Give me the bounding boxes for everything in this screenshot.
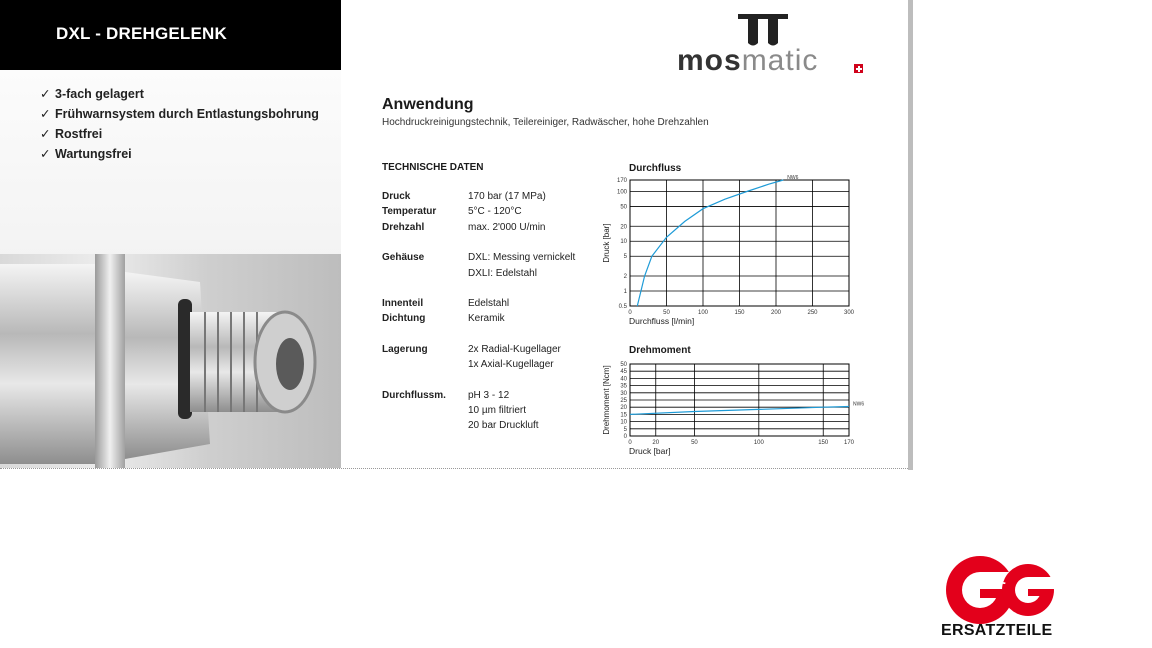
y-tick-label: 0 xyxy=(623,434,627,440)
y-tick-label: 45 xyxy=(620,369,627,376)
spec-value: DXL: Messing vernickelt xyxy=(468,252,576,263)
spec-label: Lagerung xyxy=(382,344,428,355)
y-tick-label: 2 xyxy=(623,274,627,281)
spec-value: DXLI: Edelstahl xyxy=(468,268,537,279)
spec-value: 20 bar Druckluft xyxy=(468,420,539,431)
y-tick-label: 50 xyxy=(620,362,627,368)
section-heading-anwendung: Anwendung xyxy=(382,96,474,113)
gg-logo-caption: ERSATZTEILE xyxy=(941,622,1053,639)
section-heading-tech: TECHNISCHE DATEN xyxy=(382,162,484,173)
y-tick-label: 10 xyxy=(620,419,627,426)
y-tick-label: 25 xyxy=(620,398,627,404)
sheet-edge xyxy=(908,0,913,470)
y-tick-label: 5 xyxy=(623,426,627,433)
x-tick-label: 20 xyxy=(652,440,660,446)
spec-value: 170 bar (17 MPa) xyxy=(468,191,546,202)
y-tick-label: 5 xyxy=(623,254,627,261)
y-tick-label: 1 xyxy=(623,289,627,296)
spec-label: Dichtung xyxy=(382,313,426,324)
page-title: DXL - DREHGELENK xyxy=(56,24,228,43)
spec-value: 1x Axial-Kugellager xyxy=(468,359,554,370)
x-tick-label: 0 xyxy=(628,440,632,446)
y-tick-label: 170 xyxy=(616,178,627,184)
mosmatic-logo: mosmatic xyxy=(677,44,819,77)
product-photo xyxy=(0,254,341,468)
x-tick-label: 300 xyxy=(843,310,855,316)
y-tick-label: 100 xyxy=(616,189,627,196)
spec-value: max. 2'000 U/min xyxy=(468,222,546,233)
spec-label: Druck xyxy=(382,191,411,202)
check-icon: ✓ xyxy=(40,107,51,121)
spec-label: Durchflussm. xyxy=(382,390,446,401)
y-tick-label: 10 xyxy=(620,239,627,246)
y-tick-label: 20 xyxy=(620,224,627,231)
right-panel xyxy=(341,0,908,468)
y-tick-label: 0.5 xyxy=(618,304,627,310)
y-tick-label: 15 xyxy=(620,412,627,419)
chart-drehmoment xyxy=(603,358,865,462)
spec-label: Drehzahl xyxy=(382,222,425,233)
y-tick-label: 20 xyxy=(620,405,627,412)
check-icon: ✓ xyxy=(40,87,51,101)
feature-item: ✓ Wartungsfrei xyxy=(40,144,319,164)
y-tick-label: 35 xyxy=(620,383,627,390)
series-label: NW6 xyxy=(787,175,799,181)
mosmatic-logo-icon xyxy=(738,12,790,48)
series-label: NW6 xyxy=(853,401,865,408)
spec-label: Innenteil xyxy=(382,298,424,309)
y-axis-label: Druck [bar] xyxy=(602,223,611,263)
chart-title-drehmoment: Drehmoment xyxy=(629,345,691,356)
x-tick-label: 200 xyxy=(770,310,782,316)
swiss-flag-icon xyxy=(854,64,863,73)
anwendung-text: Hochdruckreinigungstechnik, Teilereiniger, Radwäscher, hohe Drehzahlen xyxy=(382,117,709,128)
x-tick-label: 100 xyxy=(753,440,764,446)
swivel-joint-illustration xyxy=(0,254,341,468)
svg-text:&: & xyxy=(994,571,1006,588)
feature-item: ✓ 3-fach gelagert xyxy=(40,84,319,104)
feature-list xyxy=(40,84,319,164)
chart-title-durchfluss: Durchfluss xyxy=(629,163,682,174)
x-tick-label: 100 xyxy=(697,310,709,316)
y-tick-label: 30 xyxy=(620,390,627,397)
spec-value: 5°C - 120°C xyxy=(468,206,522,217)
spec-value: 2x Radial-Kugellager xyxy=(468,344,561,355)
x-tick-label: 50 xyxy=(663,310,670,316)
x-tick-label: 50 xyxy=(691,440,698,446)
spec-value: Keramik xyxy=(468,313,505,324)
x-tick-label: 150 xyxy=(734,310,745,316)
feature-item: ✓ Frühwarnsystem durch Entlastungsbohrung xyxy=(40,104,319,124)
y-axis-label: Drehmoment [Ncm] xyxy=(602,365,611,435)
x-tick-label: 170 xyxy=(843,440,855,446)
x-tick-label: 0 xyxy=(628,310,632,316)
x-axis-label: Durchfluss [l/min] xyxy=(629,316,695,326)
spec-value: 10 µm filtriert xyxy=(468,405,526,416)
x-tick-label: 150 xyxy=(818,440,829,446)
left-panel xyxy=(0,0,341,468)
check-icon: ✓ xyxy=(40,147,51,161)
spec-value: pH 3 - 12 xyxy=(468,390,510,401)
x-tick-label: 250 xyxy=(807,310,818,316)
spec-label: Gehäuse xyxy=(382,252,425,263)
feature-item: ✓ Rostfrei xyxy=(40,124,319,144)
check-icon: ✓ xyxy=(40,127,51,141)
spec-label: Temperatur xyxy=(382,206,437,217)
y-tick-label: 40 xyxy=(620,376,627,383)
y-tick-label: 50 xyxy=(620,204,627,211)
spec-value: Edelstahl xyxy=(468,298,510,309)
x-axis-label: Druck [bar] xyxy=(629,446,671,456)
chart-durchfluss xyxy=(603,172,865,332)
title-bar xyxy=(0,0,341,70)
